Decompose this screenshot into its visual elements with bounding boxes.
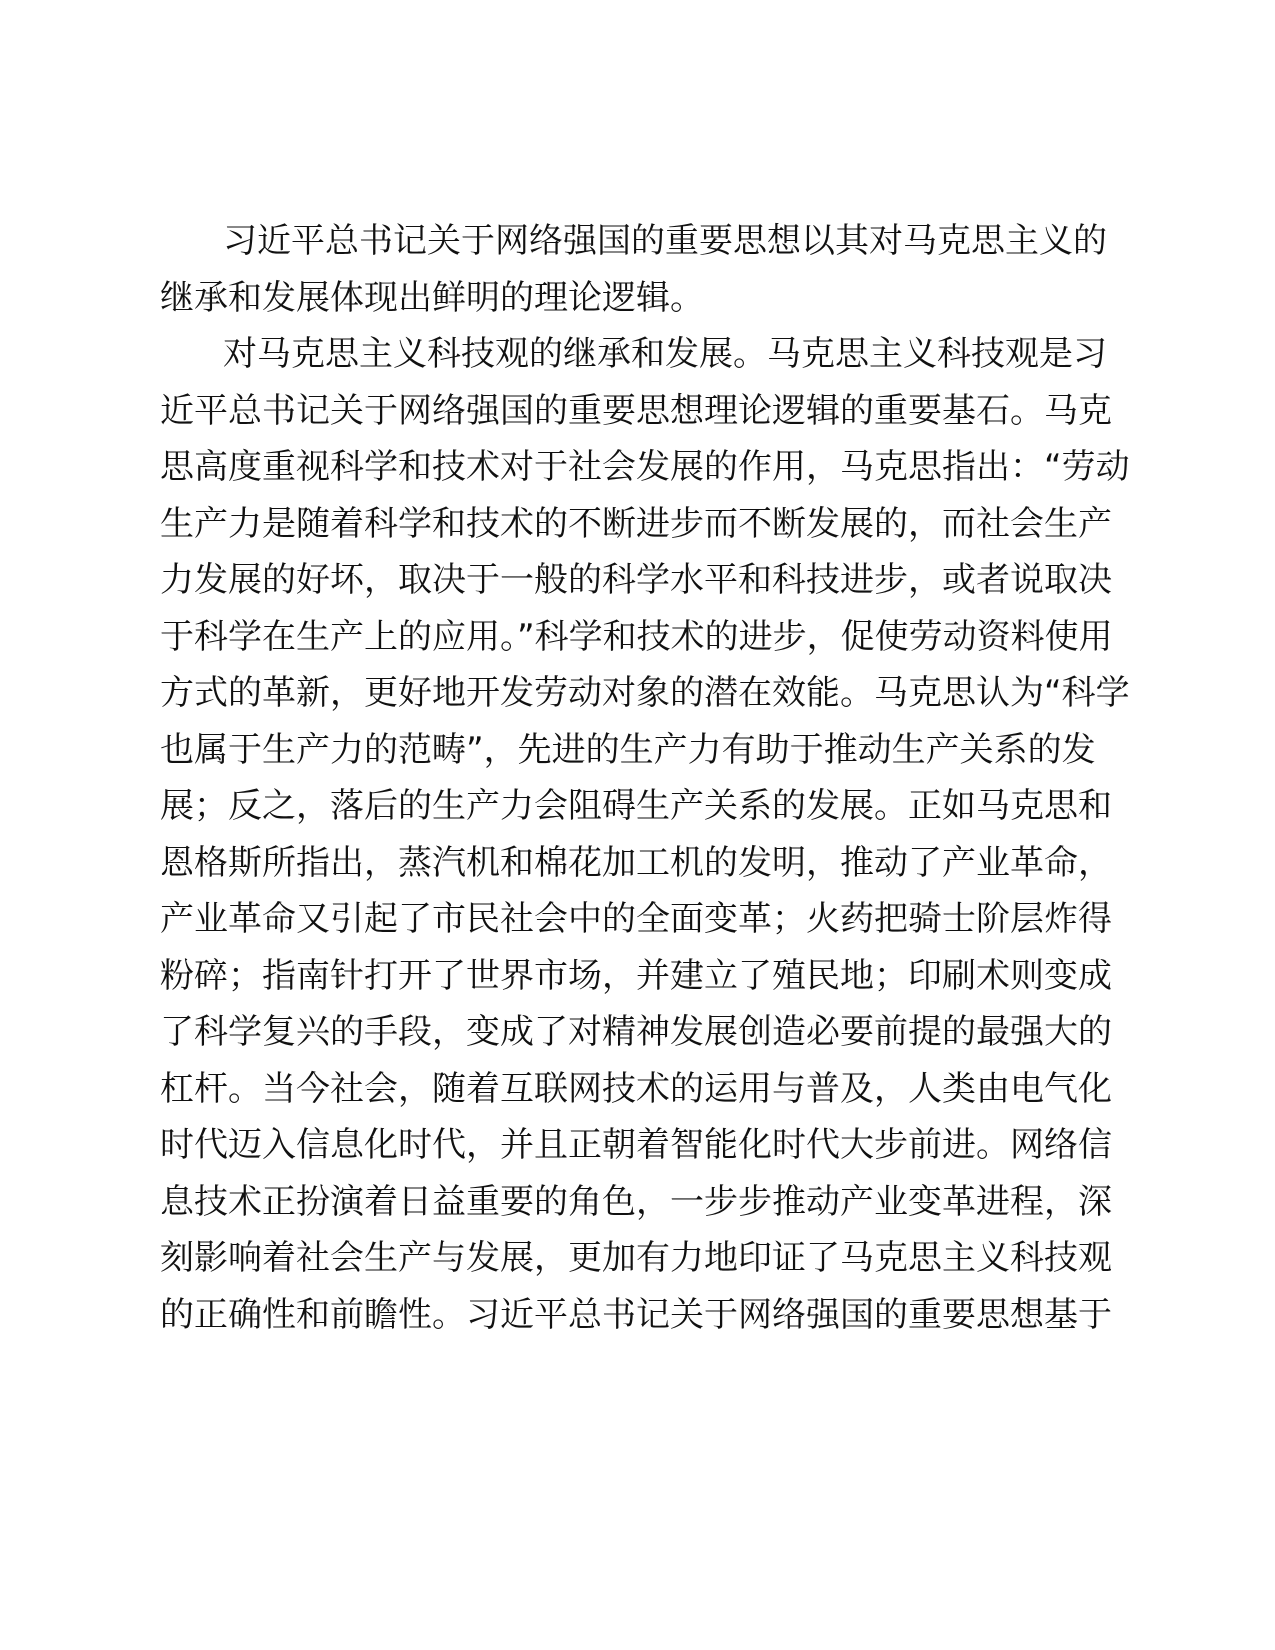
paragraph-1-line: 习近平总书记关于网络强国的重要思想以其对马克思主义的 <box>223 221 1107 261</box>
paragraph-2-line: 了科学复兴的手段，变成了对精神发展创造必要前提的最强大的 <box>160 1012 1112 1052</box>
paragraph-2-line: 生产力是随着科学和技术的不断进步而不断发展的，而社会生产 <box>160 503 1112 544</box>
paragraph-2-line: 时代迈入信息化时代，并且正朝着智能化时代大步前进。网络信 <box>160 1125 1112 1165</box>
paragraph-2-line: 力发展的好坏，取决于一般的科学水平和科技进步，或者说取决 <box>160 560 1112 600</box>
paragraph-2-line: 对马克思主义科技观的继承和发展。马克思主义科技观是习 <box>223 334 1107 374</box>
paragraph-2-line: 展；反之，落后的生产力会阻碍生产关系的发展。正如马克思和 <box>160 786 1112 826</box>
body-text <box>160 213 1130 1343</box>
paragraph-2-line: 杠杆。当今社会，随着互联网技术的运用与普及，人类由电气化 <box>160 1068 1112 1109</box>
paragraph-2-line: 思高度重视科学和技术对于社会发展的作用，马克思指出：“劳动 <box>160 447 1130 487</box>
paragraph-2-line: 的正确性和前瞻性。习近平总书记关于网络强国的重要思想基于 <box>160 1294 1112 1335</box>
paragraph-2-line: 近平总书记关于网络强国的重要思想理论逻辑的重要基石。马克 <box>160 390 1112 431</box>
paragraph-2-line: 也属于生产力的范畴”，先进的生产力有助于推动生产关系的发 <box>160 729 1096 770</box>
paragraph-2-line: 产业革命又引起了市民社会中的全面变革；火药把骑士阶层炸得 <box>160 899 1112 939</box>
paragraph-2-line: 恩格斯所指出，蒸汽机和棉花加工机的发明，推动了产业革命， <box>160 842 1112 883</box>
paragraph-2-line: 粉碎；指南针打开了世界市场，并建立了殖民地；印刷术则变成 <box>160 955 1112 996</box>
paragraph-2-line: 于科学在生产上的应用。”科学和技术的进步，促使劳动资料使用 <box>160 616 1113 657</box>
paragraph-2-line: 刻影响着社会生产与发展，更加有力地印证了马克思主义科技观 <box>160 1238 1112 1278</box>
paragraph-1-line: 继承和发展体现出鲜明的理论逻辑。 <box>160 277 704 318</box>
paragraph-2-line: 方式的革新，更好地开发劳动对象的潜在效能。马克思认为“科学 <box>160 673 1130 713</box>
paragraph-2-line: 息技术正扮演着日益重要的角色，一步步推动产业变革进程，深 <box>160 1181 1112 1222</box>
